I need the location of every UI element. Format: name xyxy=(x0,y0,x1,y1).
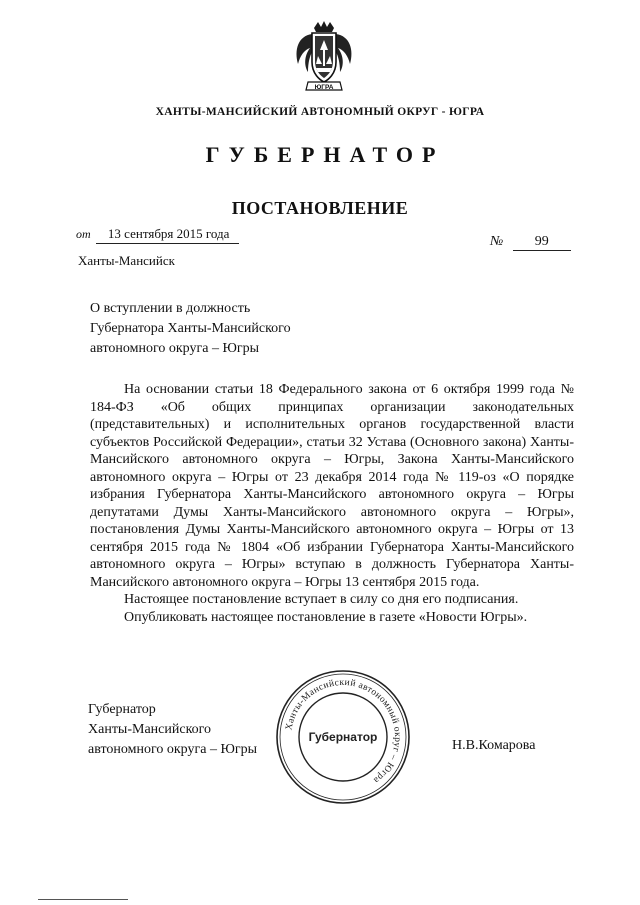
body-paragraph: Опубликовать настоящее постановление в газете «Новости Югры». xyxy=(124,609,528,625)
number-prefix: № xyxy=(490,234,504,249)
region-name: ХАНТЫ-МАНСИЙСКИЙ АВТОНОМНЫЙ ОКРУГ - ЮГРА xyxy=(155,106,485,118)
footer-divider xyxy=(38,899,128,900)
document-subject xyxy=(90,299,291,359)
document-type: ПОСТАНОВЛЕНИЕ xyxy=(231,198,409,218)
coat-of-arms-icon xyxy=(292,20,356,96)
emblem-banner-text: ЮГРА xyxy=(314,84,334,91)
date-prefix: от xyxy=(76,227,91,241)
signatory-title-line: Губернатор xyxy=(88,702,156,717)
document-body xyxy=(90,381,574,626)
city-name: Ханты-Мансийск xyxy=(78,253,175,268)
number-value: 99 xyxy=(513,234,571,251)
body-paragraph: Настоящее постановление вступает в силу со дня его подписания. xyxy=(124,592,519,607)
subject-line: Губернатора Ханты-Мансийского xyxy=(90,321,291,336)
document-number xyxy=(490,234,571,251)
signatory-title xyxy=(88,700,257,760)
signatory-title-line: автономного округа – Югры xyxy=(88,742,257,757)
signatory-title-line: Ханты-Мансийского xyxy=(88,722,212,737)
body-paragraph: На основании статьи 18 Федерального закона от 6 октября 1999 года № 184-ФЗ «Об общих принципах организации законодательных (представительных) и исполнительных органов государственной власти субъектов Российской Федерации», статьи 32 Устава (Основного закона) Ханты-Мансийского автономного округа – Югры, Закона Ханты-Мансийского автономного округа – Югры от 23 декабря 2014 года № 119-оз «О порядке избрания Губернатора Ханты-Мансийского автономного округа – Югры депутатами Думы Ханты-Мансийского автономного округа – Югры», постановления Думы Ханты-Мансийского автономного округа – Югры от 13 сентября 2015 года № 1804 «Об избрании Губернатора Ханты-Мансийского автономного округа – Югры» вступаю в должность Губернатора Ханты-Мансийского автономного округа – Югры 13 сентября 2015 года. xyxy=(90,382,574,590)
seal-ring-text: Ханты-Мансийский автономный округ – Югра xyxy=(284,677,403,786)
subject-line: О вступлении в должность xyxy=(90,301,251,316)
subject-line: автономного округа – Югры xyxy=(90,341,259,356)
document-date xyxy=(76,226,239,244)
authority-title: ГУБЕРНАТОР xyxy=(205,142,445,167)
seal-center-text: Губернатор xyxy=(308,730,378,744)
signatory-name: Н.В.Комарова xyxy=(452,738,536,753)
official-seal-icon xyxy=(274,668,412,806)
date-value: 13 сентября 2015 года xyxy=(96,226,240,244)
